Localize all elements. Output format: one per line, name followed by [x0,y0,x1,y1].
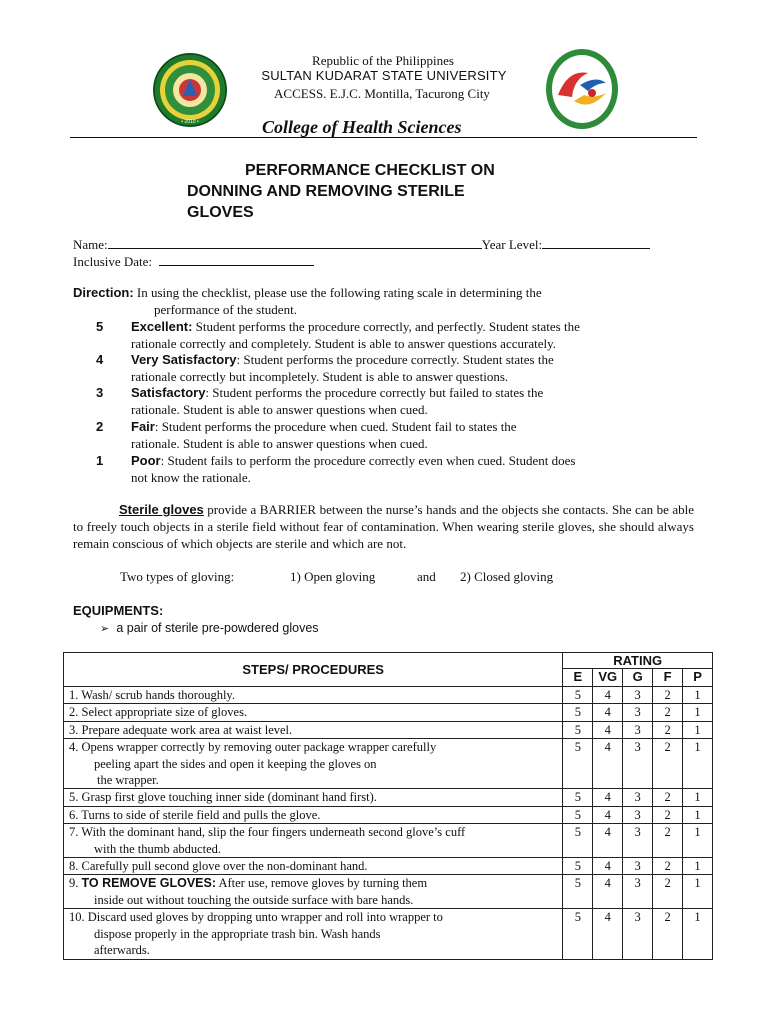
step-cell [64,789,563,806]
rating-value-f[interactable]: 2 [653,789,683,806]
rating-value-vg[interactable]: 4 [593,721,623,738]
rating-value-p[interactable]: 1 [683,687,713,704]
rating-value-f[interactable]: 2 [653,909,683,959]
step-text: 1. Wash/ scrub hands thoroughly. [69,688,235,702]
table-row [64,806,713,823]
rating-value-vg[interactable]: 4 [593,824,623,858]
step-cell [64,806,563,823]
scale-desc: : Student fails to perform the procedure correctly even when cued. Student does [160,453,576,468]
scale-label: Satisfactory [131,385,206,400]
rating-header: RATING [563,653,713,669]
rating-value-p[interactable]: 1 [683,858,713,875]
rating-value-p[interactable]: 1 [683,806,713,823]
sterile-gloves-paragraph [73,501,694,552]
scale-desc-2: rationale correctly and completely. Student is able to answer questions accurately. [131,335,556,351]
step-text: with the thumb abducted. [94,841,222,856]
university-address: ACCESS. E.J.C. Montilla, Tacurong City [274,86,490,101]
name-field[interactable] [108,236,482,249]
step-text: 6. Turns to side of sterile field and pulls the glove. [69,807,321,822]
step-cell [64,824,563,858]
scale-desc-2: rationale correctly but incompletely. Student is able to answer questions. [131,368,509,384]
scale-desc: Student performs the procedure correctly, and perfectly. Student states the [195,319,580,334]
date-row [73,253,314,270]
title-line-3: GLOVES [187,204,254,221]
remove-gloves-label: TO REMOVE GLOVES: [81,876,217,891]
step-text: 3. Prepare adequate work area at waist level. [69,722,293,737]
step-cell [64,704,563,721]
rating-value-g[interactable]: 3 [623,687,653,704]
rating-value-p[interactable]: 1 [683,704,713,721]
name-year-row [73,236,650,253]
scale-desc: : Student performs the procedure when cued. Student fail to states the [154,419,517,434]
table-row [64,909,713,959]
rating-value-g[interactable]: 3 [623,721,653,738]
paragraph-text: provide a BARRIER between the nurse’s hands and the objects she contacts. She can be able to freely touch objects in a sterile field without fear of contamination. When wearing sterile gloves, she should always remain conscious of which objects are sterile and which are not. [73,502,695,551]
year-level-label: Year Level: [481,237,543,252]
republic-line: Republic of the Philippines [312,53,454,68]
rating-value-p[interactable]: 1 [683,721,713,738]
step-text: 7. With the dominant hand, slip the four fingers underneath second glove’s cuff [69,825,466,840]
rating-value-f[interactable]: 2 [653,739,683,789]
rating-value-p[interactable]: 1 [683,909,713,959]
rating-value-vg[interactable]: 4 [593,704,623,721]
name-label: Name: [73,237,108,252]
step-cell [64,687,563,704]
table-row [64,789,713,806]
scale-number: 1 [96,453,104,468]
rating-value-p[interactable]: 1 [683,824,713,858]
rating-value-e[interactable]: 5 [563,704,593,721]
scale-number: 3 [96,385,104,400]
step-cell [64,739,563,789]
step-cell [64,875,563,909]
document-title [187,160,495,223]
header-rule [70,137,697,138]
rating-col-vg: VG [593,669,623,687]
scale-desc-2: rationale. Student is able to answer questions when cued. [131,401,428,417]
rating-value-g[interactable]: 3 [623,789,653,806]
college-name: College of Health Sciences [262,117,462,137]
rating-value-vg[interactable]: 4 [593,858,623,875]
rating-value-e[interactable]: 5 [563,789,593,806]
direction-block [73,285,673,318]
step-text: 4. Opens wrapper correctly by removing outer package wrapper carefully [69,740,437,755]
rating-value-f[interactable]: 2 [653,704,683,721]
step-cell [64,909,563,959]
scale-label: Poor [131,453,161,468]
sterile-gloves-term: Sterile gloves [119,502,204,517]
direction-text: In using the checklist, please use the following rating scale in determining the [136,285,542,300]
rating-col-e: E [563,669,593,687]
step-text: 5. Grasp first glove touching inner side (dominant hand first). [69,790,377,805]
scale-desc-2: rationale. Student is able to answer questions when cued. [131,435,428,451]
scale-desc: : Student performs the procedure correctly. Student states the [236,352,554,367]
rating-value-e[interactable]: 5 [563,875,593,909]
step-text [69,875,562,891]
rating-value-g[interactable]: 3 [623,704,653,721]
step-number: 9. [69,876,82,891]
rating-value-g[interactable]: 3 [623,824,653,858]
rating-value-f[interactable]: 2 [653,824,683,858]
direction-text-2: performance of the student. [154,301,297,317]
rating-value-vg[interactable]: 4 [593,789,623,806]
and-word: and [417,569,436,584]
step-text: 10. Discard used gloves by dropping unto wrapper and roll into wrapper to [69,910,443,925]
scale-desc-2: not know the rationale. [131,469,251,485]
equipment-heading: EQUIPMENTS: [73,603,164,618]
rating-value-e[interactable]: 5 [563,824,593,858]
rating-value-e[interactable]: 5 [563,806,593,823]
rating-value-vg[interactable]: 4 [593,909,623,959]
rating-value-f[interactable]: 2 [653,858,683,875]
rating-value-e[interactable]: 5 [563,909,593,959]
rating-value-vg[interactable]: 4 [593,806,623,823]
step-cell [64,721,563,738]
table-row [64,858,713,875]
table-row [64,687,713,704]
scale-desc: : Student performs the procedure correctly but failed to states the [205,385,544,400]
university-name: SULTAN KUDARAT STATE UNIVERSITY [261,68,507,83]
title-line-1: PERFORMANCE CHECKLIST ON [245,162,495,179]
scale-number: 5 [96,319,104,334]
inclusive-date-label: Inclusive Date: [73,254,153,269]
steps-header: STEPS/ PROCEDURES [64,653,563,687]
scale-label: Excellent: [131,319,193,334]
step-line: After use, remove gloves by turning them [216,876,428,891]
seal-lettering: • 2010 • [181,119,199,125]
step-text: 8. Carefully pull second glove over the non-dominant hand. [69,859,368,874]
rating-value-e[interactable]: 5 [563,858,593,875]
table-row [64,824,713,858]
step-text: the wrapper. [97,773,159,788]
step-text: afterwards. [94,943,150,958]
rating-value-g[interactable]: 3 [623,875,653,909]
table-row [64,739,713,789]
closed-gloving: 2) Closed gloving [460,569,554,584]
rating-value-e[interactable]: 5 [563,721,593,738]
rating-value-f[interactable]: 2 [653,806,683,823]
gloving-label: Two types of gloving: [120,569,235,584]
equipment-item-text: a pair of sterile pre-powdered gloves [116,621,319,635]
gloving-types [120,569,554,585]
rating-col-p: P [683,669,713,687]
rating-value-e[interactable]: 5 [563,687,593,704]
rating-value-vg[interactable]: 4 [593,687,623,704]
equipment-item [100,620,319,637]
rating-value-vg[interactable]: 4 [593,875,623,909]
inclusive-date-field[interactable] [159,253,314,266]
step-text: inside out without touching the outside surface with bare hands. [94,892,414,907]
step-text: peeling apart the sides and open it keeping the gloves on [94,756,377,771]
rating-value-vg[interactable]: 4 [593,739,623,789]
scale-label: Fair [131,419,155,434]
rating-value-f[interactable]: 2 [653,875,683,909]
scale-number: 2 [96,419,104,434]
rating-value-p[interactable]: 1 [683,739,713,789]
rating-col-g: G [623,669,653,687]
step-cell [64,858,563,875]
open-gloving: 1) Open gloving [290,569,376,584]
rating-value-f[interactable]: 2 [653,721,683,738]
scale-number: 4 [96,352,104,367]
rating-col-f: F [653,669,683,687]
bullet-arrow-icon: ➢ [100,622,110,635]
rating-value-g[interactable]: 3 [623,806,653,823]
table-row [64,875,713,909]
rating-value-p[interactable]: 1 [683,875,713,909]
step-text: 2. Select appropriate size of gloves. [69,705,248,720]
rating-value-g[interactable]: 3 [623,739,653,789]
scale-label: Very Satisfactory [131,352,237,367]
rating-value-g[interactable]: 3 [623,858,653,875]
table-row [64,704,713,721]
title-line-2: DONNING AND REMOVING STERILE [187,183,465,200]
checklist-table [63,652,713,960]
step-text: dispose properly in the appropriate trash bin. Wash hands [94,926,381,941]
rating-value-g[interactable]: 3 [623,909,653,959]
table-row [64,721,713,738]
year-level-field[interactable] [542,236,650,249]
direction-label: Direction: [73,285,134,300]
rating-value-f[interactable]: 2 [653,687,683,704]
rating-value-p[interactable]: 1 [683,789,713,806]
rating-value-e[interactable]: 5 [563,739,593,789]
